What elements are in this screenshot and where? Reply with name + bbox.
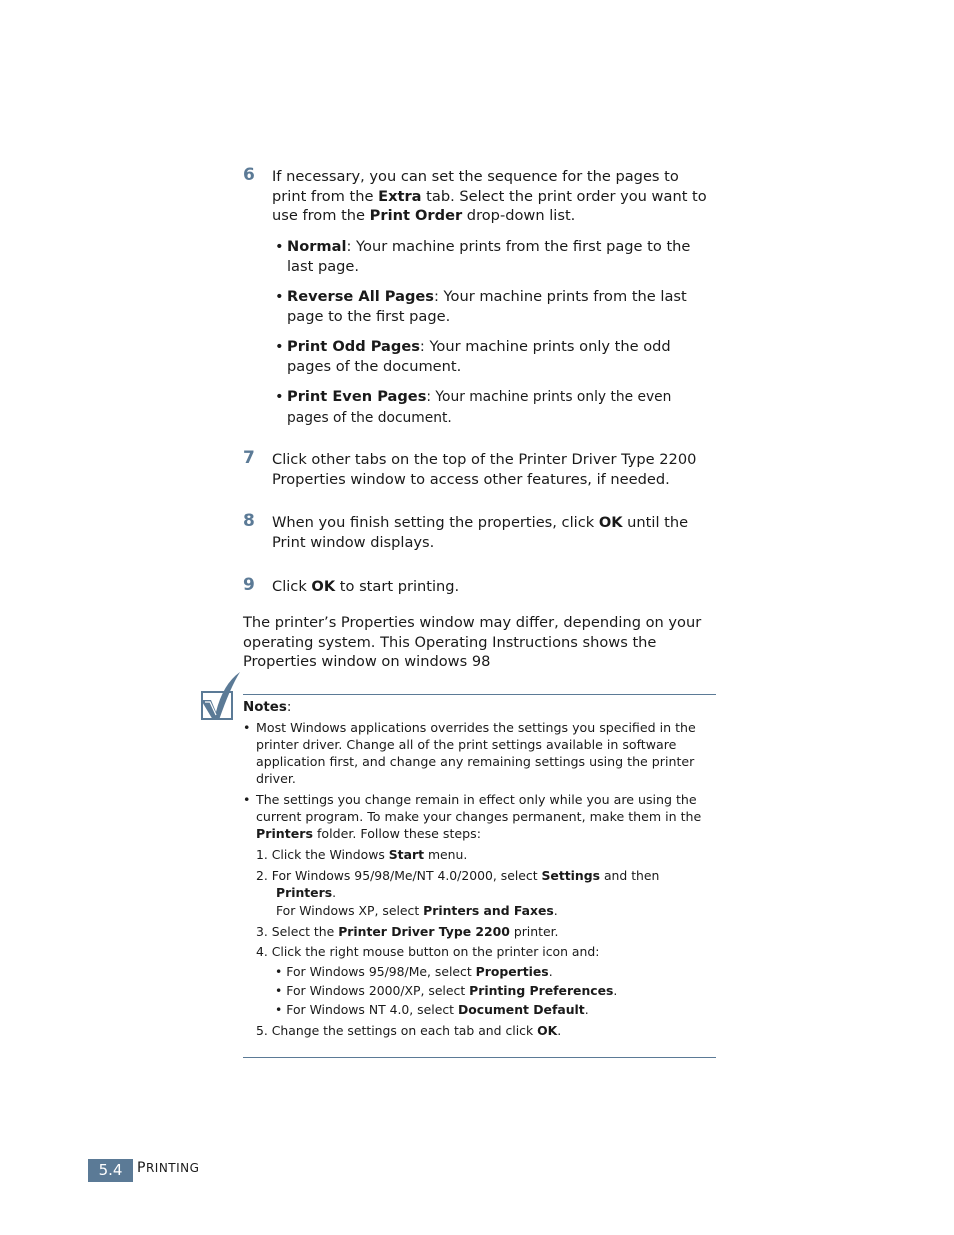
bullet-dot: •	[275, 288, 284, 305]
notes-sub-bullet-properties: • For Windows 95/98/Me, select Properties.	[275, 964, 553, 979]
notes-sub-bullet-printing-preferences: • For Windows 2000/XP, select Printing Preferences.	[275, 983, 618, 998]
bullet-print-odd-pages: • Print Odd Pages: Your machine prints only the odd pages of the document.	[275, 338, 671, 375]
step-number-6: 6	[243, 165, 255, 185]
notes-sub-bullet-document-default: • For Windows NT 4.0, select Document Default.	[275, 1002, 589, 1017]
notes-step-4: 4. Click the right mouse button on the printer icon and:	[256, 944, 600, 959]
step-number-7: 7	[243, 448, 255, 468]
notes-step-5: 5. Change the settings on each tab and click OK.	[256, 1023, 562, 1038]
properties-paragraph: The printer’s Properties window may differ, depending on your operating system. This Operating Instructions shows the Properties window on windows 98	[243, 614, 702, 670]
step-9-text: Click OK to start printing.	[272, 578, 460, 595]
bullet-reverse-all-pages: • Reverse All Pages: Your machine prints from the last page to the first page.	[275, 288, 687, 325]
bullet-dot: •	[275, 1002, 283, 1017]
notes-step-3: 3. Select the Printer Driver Type 2200 printer.	[256, 924, 559, 939]
notes-step-2-xp: For Windows XP, select Printers and Faxes.	[276, 903, 558, 918]
bullet-dot: •	[275, 338, 284, 355]
notes-top-rule	[243, 694, 716, 695]
section-label: PRINTING	[137, 1160, 200, 1176]
notes-step-1: 1. Click the Windows Start menu.	[256, 847, 468, 862]
bullet-dot: •	[275, 388, 284, 405]
step-number-8: 8	[243, 511, 255, 531]
notes-bullet-2: • The settings you change remain in effect only while you are using the current program. To make your changes permanent, make them in the Printers folder. Follow these steps:	[243, 792, 702, 841]
bullet-dot: •	[243, 720, 251, 735]
bullet-print-even-pages: • Print Even Pages: Your machine prints only the even pages of the document.	[275, 388, 672, 426]
bullet-dot: •	[243, 792, 251, 807]
bullet-normal: • Normal: Your machine prints from the first page to the last page.	[275, 238, 691, 275]
notes-step-2: 2. For Windows 95/98/Me/NT 4.0/2000, select Settings and then Printers.	[256, 868, 660, 900]
bullet-dot: •	[275, 238, 284, 255]
notes-bullet-1: • Most Windows applications overrides the settings you specified in the printer driver. Change all of the print settings available in software application first, and change any remaining settings using the printer driver.	[243, 720, 696, 786]
notes-title: Notes:	[243, 700, 292, 715]
notes-bottom-rule	[243, 1057, 716, 1058]
step-number-9: 9	[243, 575, 255, 595]
bullet-dot: •	[275, 983, 283, 998]
step-8-text: When you finish setting the properties, click OK until the Print window displays.	[272, 514, 689, 551]
checkmark-note-icon	[199, 670, 243, 724]
step-7-text: Click other tabs on the top of the Printer Driver Type 2200 Properties window to access other features, if needed.	[272, 451, 697, 488]
step-6-text: If necessary, you can set the sequence for the pages to print from the Extra tab. Select the print order you want to use from the Print Order drop-down list.	[272, 168, 707, 224]
page-number-badge: 5.4	[88, 1159, 133, 1182]
bullet-dot: •	[275, 964, 283, 979]
